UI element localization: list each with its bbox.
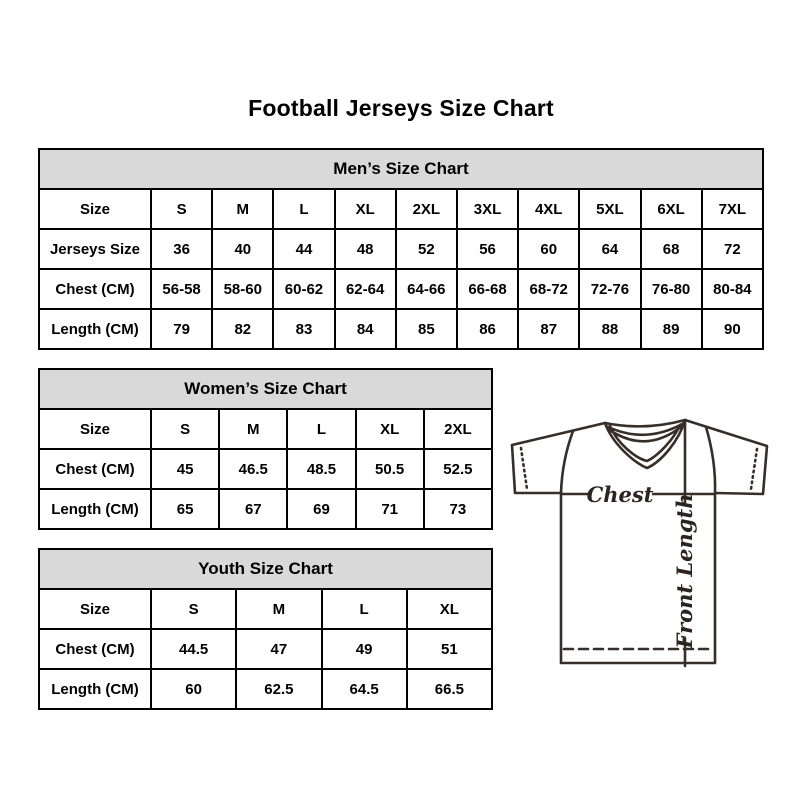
jersey-collar-path: [605, 420, 685, 468]
youth-value-cell: 62.5: [236, 669, 321, 709]
right-armhole-seam: [706, 427, 715, 493]
womens-row-label: Size: [39, 409, 151, 449]
mens-value-cell: 80-84: [702, 269, 763, 309]
mens-value-cell: S: [151, 189, 212, 229]
youth-value-cell: L: [322, 589, 407, 629]
table-row: [39, 449, 492, 489]
table-row: [39, 489, 492, 529]
youth-value-cell: 51: [407, 629, 492, 669]
mens-value-cell: 52: [396, 229, 457, 269]
mens-value-cell: M: [212, 189, 273, 229]
youth-value-cell: 44.5: [151, 629, 236, 669]
mens-value-cell: 62-64: [335, 269, 396, 309]
mens-value-cell: 86: [457, 309, 518, 349]
mens-value-cell: XL: [335, 189, 396, 229]
mens-value-cell: 79: [151, 309, 212, 349]
womens-value-cell: 2XL: [424, 409, 492, 449]
front-length-label: Front Length: [672, 493, 697, 649]
mens-value-cell: 84: [335, 309, 396, 349]
mens-value-cell: 40: [212, 229, 273, 269]
table-row: [39, 269, 763, 309]
jersey-outline-path: [512, 420, 767, 663]
womens-value-cell: 50.5: [356, 449, 424, 489]
mens-value-cell: 72-76: [579, 269, 640, 309]
left-armhole-seam: [561, 431, 573, 493]
youth-row-label: Length (CM): [39, 669, 151, 709]
womens-row-label: Length (CM): [39, 489, 151, 529]
mens-value-cell: 7XL: [702, 189, 763, 229]
womens-value-cell: 73: [424, 489, 492, 529]
left-cuff-stitch: [521, 448, 527, 489]
mens-value-cell: L: [273, 189, 334, 229]
womens-row-label: Chest (CM): [39, 449, 151, 489]
youth-value-cell: 47: [236, 629, 321, 669]
mens-row-label: Chest (CM): [39, 269, 151, 309]
mens-value-cell: 88: [579, 309, 640, 349]
mens-value-cell: 4XL: [518, 189, 579, 229]
youth-value-cell: 49: [322, 629, 407, 669]
womens-value-cell: 69: [287, 489, 355, 529]
mens-value-cell: 56: [457, 229, 518, 269]
youth-value-cell: 66.5: [407, 669, 492, 709]
youth-value-cell: M: [236, 589, 321, 629]
mens-value-cell: 85: [396, 309, 457, 349]
mens-value-cell: 90: [702, 309, 763, 349]
youth-value-cell: 64.5: [322, 669, 407, 709]
mens-value-cell: 6XL: [641, 189, 702, 229]
mens-value-cell: 64: [579, 229, 640, 269]
mens-value-cell: 36: [151, 229, 212, 269]
mens-value-cell: 64-66: [396, 269, 457, 309]
mens-value-cell: 3XL: [457, 189, 518, 229]
mens-value-cell: 68-72: [518, 269, 579, 309]
mens-value-cell: 56-58: [151, 269, 212, 309]
table-row: [39, 589, 492, 629]
mens-value-cell: 60: [518, 229, 579, 269]
womens-size-chart-table: [38, 368, 493, 530]
mens-table: [38, 148, 764, 350]
womens-value-cell: M: [219, 409, 287, 449]
womens-value-cell: 67: [219, 489, 287, 529]
womens-value-cell: S: [151, 409, 219, 449]
mens-value-cell: 2XL: [396, 189, 457, 229]
mens-value-cell: 68: [641, 229, 702, 269]
mens-row-label: Size: [39, 189, 151, 229]
mens-value-cell: 48: [335, 229, 396, 269]
table-row: [39, 409, 492, 449]
page-title: Football Jerseys Size Chart: [248, 95, 554, 121]
table-row: [39, 309, 763, 349]
table-row: [39, 629, 492, 669]
womens-table-header: Women’s Size Chart: [39, 369, 492, 409]
mens-row-label: Jerseys Size: [39, 229, 151, 269]
mens-value-cell: 83: [273, 309, 334, 349]
chest-label: Chest: [586, 482, 654, 507]
mens-table-header: Men’s Size Chart: [39, 149, 763, 189]
womens-value-cell: 52.5: [424, 449, 492, 489]
mens-value-cell: 87: [518, 309, 579, 349]
womens-table: [38, 368, 493, 530]
mens-size-chart-table: [38, 148, 764, 350]
mens-value-cell: 60-62: [273, 269, 334, 309]
womens-value-cell: XL: [356, 409, 424, 449]
youth-row-label: Size: [39, 589, 151, 629]
youth-value-cell: 60: [151, 669, 236, 709]
womens-value-cell: 71: [356, 489, 424, 529]
youth-size-chart-table: [38, 548, 493, 710]
mens-value-cell: 66-68: [457, 269, 518, 309]
youth-value-cell: S: [151, 589, 236, 629]
youth-table: [38, 548, 493, 710]
jersey-measurement-diagram: [505, 398, 780, 673]
womens-value-cell: 46.5: [219, 449, 287, 489]
mens-value-cell: 89: [641, 309, 702, 349]
womens-value-cell: 45: [151, 449, 219, 489]
right-cuff-stitch: [751, 449, 757, 489]
mens-row-label: Length (CM): [39, 309, 151, 349]
youth-row-label: Chest (CM): [39, 629, 151, 669]
table-row: [39, 669, 492, 709]
womens-value-cell: 48.5: [287, 449, 355, 489]
womens-value-cell: 65: [151, 489, 219, 529]
table-row: [39, 229, 763, 269]
mens-value-cell: 44: [273, 229, 334, 269]
table-row: [39, 189, 763, 229]
mens-value-cell: 5XL: [579, 189, 640, 229]
youth-table-header: Youth Size Chart: [39, 549, 492, 589]
mens-value-cell: 82: [212, 309, 273, 349]
mens-value-cell: 58-60: [212, 269, 273, 309]
womens-value-cell: L: [287, 409, 355, 449]
mens-value-cell: 76-80: [641, 269, 702, 309]
youth-value-cell: XL: [407, 589, 492, 629]
mens-value-cell: 72: [702, 229, 763, 269]
